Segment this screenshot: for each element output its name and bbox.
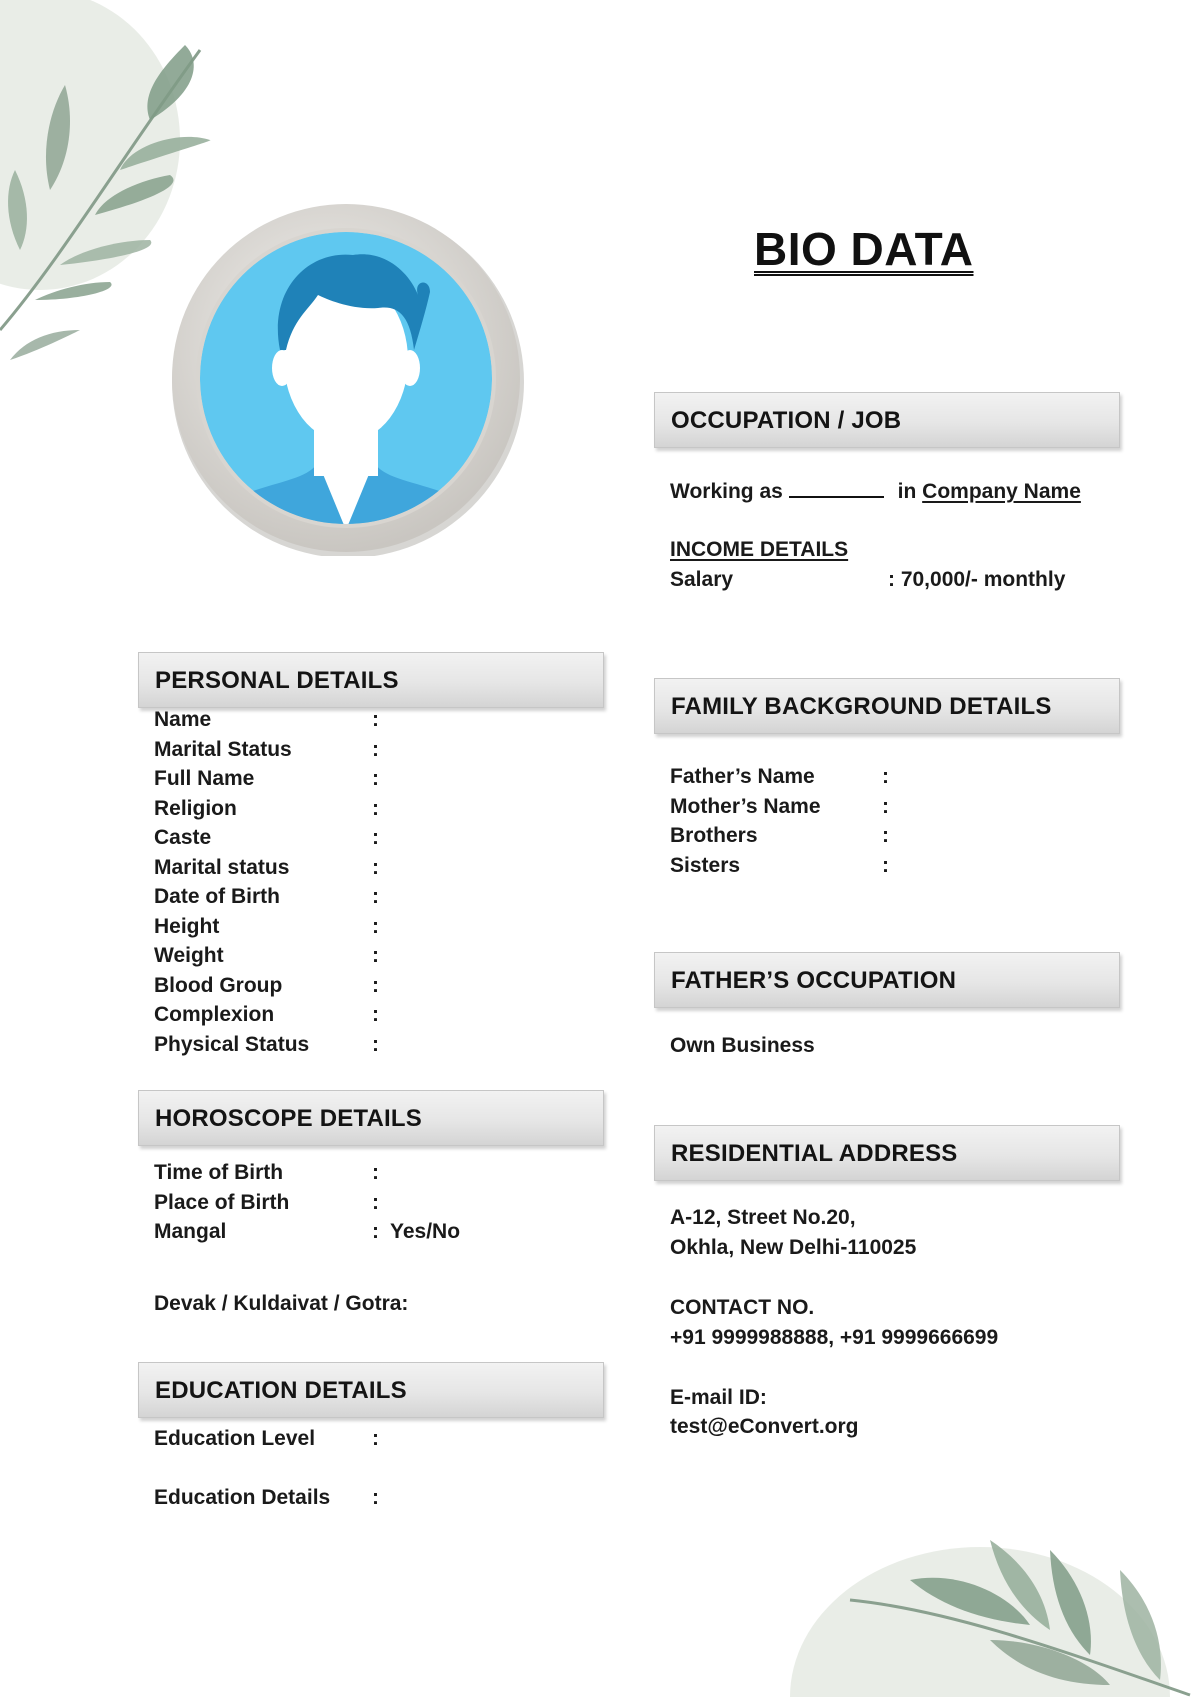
father-occupation-value: Own Business <box>670 1034 815 1057</box>
personal-row <box>154 1003 574 1033</box>
personal-row-colon: : <box>372 885 379 908</box>
personal-row-label: Physical Status <box>154 1032 310 1056</box>
personal-row-label: Date of Birth <box>154 885 280 908</box>
family-row-colon: : <box>882 824 889 847</box>
personal-row-colon: : <box>372 1032 379 1056</box>
email-label: E-mail ID: <box>670 1386 767 1409</box>
personal-row-label: Full Name <box>154 767 255 790</box>
contact-label: CONTACT NO. <box>670 1296 815 1319</box>
personal-row-colon: : <box>372 737 379 761</box>
personal-row-label: Complexion <box>154 1003 275 1026</box>
family-row <box>670 795 1090 825</box>
family-background-header: FAMILY BACKGROUND DETAILS <box>654 678 1120 734</box>
father-occupation-header: FATHER’S OCCUPATION <box>654 952 1120 1008</box>
personal-row-label: Weight <box>154 944 224 967</box>
job-blank <box>789 478 884 498</box>
horoscope-row-colon: : <box>372 1190 379 1214</box>
company-name: Company Name <box>922 480 1081 503</box>
education-row <box>154 1427 574 1457</box>
personal-row <box>154 856 574 886</box>
family-row-colon: : <box>882 765 889 788</box>
personal-row <box>154 797 574 827</box>
personal-row-colon: : <box>372 1003 379 1026</box>
page-title: BIO DATA <box>754 223 974 275</box>
personal-row <box>154 944 574 974</box>
working-as-line <box>670 478 1081 504</box>
education-row <box>154 1486 574 1516</box>
family-row-label: Sisters <box>670 853 741 877</box>
in-label: in <box>897 480 917 503</box>
personal-row-colon: : <box>372 826 379 849</box>
education-row-colon: : <box>372 1486 379 1509</box>
personal-row-colon: : <box>372 973 379 997</box>
personal-row-label: Marital status <box>154 855 290 879</box>
personal-row-colon: : <box>372 855 379 879</box>
address-line-2: Okhla, New Delhi-110025 <box>670 1236 917 1259</box>
personal-row-colon: : <box>372 796 379 820</box>
personal-details-header: PERSONAL DETAILS <box>138 652 604 708</box>
education-header: EDUCATION DETAILS <box>138 1362 604 1418</box>
personal-row-label: Blood Group <box>154 973 283 997</box>
salary-value: : 70,000/- monthly <box>888 568 1066 591</box>
gotra-label: Devak / Kuldaivat / Gotra: <box>154 1292 409 1315</box>
family-row-label: Mother’s Name <box>670 794 821 818</box>
horoscope-row-label: Time of Birth <box>154 1161 284 1184</box>
contact-value: +91 9999988888, +91 9999666699 <box>670 1326 999 1349</box>
horoscope-row <box>154 1220 574 1250</box>
email-value: test@eConvert.org <box>670 1415 859 1438</box>
working-as-label: Working as <box>670 480 783 503</box>
horoscope-row-colon: : <box>372 1220 379 1243</box>
horoscope-row <box>154 1161 574 1191</box>
personal-row-label: Height <box>154 914 220 938</box>
horoscope-header: HOROSCOPE DETAILS <box>138 1090 604 1146</box>
personal-row-colon: : <box>372 944 379 967</box>
family-row-colon: : <box>882 853 889 877</box>
education-row-label: Education Details <box>154 1486 331 1509</box>
personal-row <box>154 1033 574 1063</box>
personal-row <box>154 915 574 945</box>
education-row-colon: : <box>372 1427 379 1450</box>
horoscope-row <box>154 1191 574 1221</box>
personal-row <box>154 974 574 1004</box>
profile-photo <box>168 200 524 556</box>
personal-row <box>154 767 574 797</box>
income-heading: INCOME DETAILS <box>670 538 849 561</box>
personal-row <box>154 826 574 856</box>
family-row-colon: : <box>882 794 889 818</box>
personal-row <box>154 708 574 738</box>
occupation-header: OCCUPATION / JOB <box>654 392 1120 448</box>
personal-row-label: Caste <box>154 826 212 849</box>
family-row-label: Brothers <box>670 824 758 847</box>
personal-row-label: Marital Status <box>154 737 292 761</box>
personal-row-colon: : <box>372 914 379 938</box>
personal-row-label: Name <box>154 708 212 731</box>
family-row <box>670 854 1090 884</box>
personal-row <box>154 885 574 915</box>
salary-label: Salary <box>670 568 734 591</box>
residential-address-header: RESIDENTIAL ADDRESS <box>654 1125 1120 1181</box>
horoscope-row-value: Yes/No <box>390 1220 461 1243</box>
personal-row <box>154 738 574 768</box>
address-line-1: A-12, Street No.20, <box>670 1206 856 1229</box>
education-row-label: Education Level <box>154 1427 316 1450</box>
horoscope-row-label: Mangal <box>154 1220 227 1243</box>
horoscope-row-colon: : <box>372 1161 379 1184</box>
horoscope-row-label: Place of Birth <box>154 1190 290 1214</box>
personal-row-colon: : <box>372 708 379 731</box>
family-row-label: Father’s Name <box>670 765 815 788</box>
personal-row-label: Religion <box>154 796 237 820</box>
leaf-decoration-bottom-right <box>790 1520 1200 1697</box>
family-row <box>670 824 1090 854</box>
family-row <box>670 765 1090 795</box>
personal-row-colon: : <box>372 767 379 790</box>
